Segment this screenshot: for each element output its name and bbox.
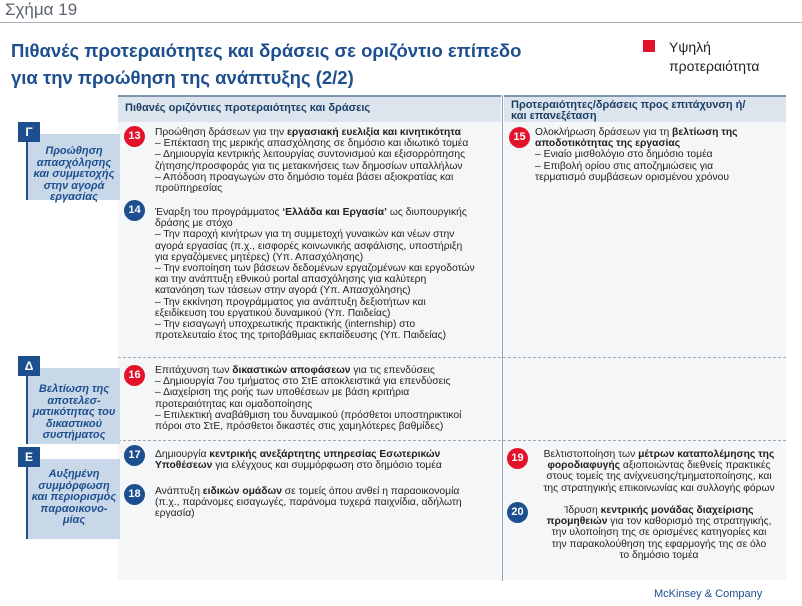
item-bold-text: βελτίωση της — [672, 127, 738, 138]
action-item-13 — [155, 127, 500, 194]
item-line: – Δημιουργία 7ου τμήματος στο ΣτΕ αποκλειστικά για επενδύσεις — [155, 376, 451, 388]
item-line: αγορά εργασίας (π.χ., εισφορές κοινωνικής ασφάλισης, υποστήριξη — [155, 240, 463, 252]
column-header-left-label: Πιθανές οριζόντιες προτεραιότητες και δράσεις — [125, 102, 371, 114]
item-line: – Ενιαίο μισθολόγιο στο δημόσιο τομέα — [535, 149, 713, 161]
category-label-line: και περιορισμός — [31, 491, 117, 503]
action-item-17 — [155, 449, 500, 471]
item-line: προϋπηρεσίας — [155, 183, 223, 195]
category-label — [28, 134, 120, 208]
priority-number-badge: 15 — [509, 127, 530, 148]
item-line: το δημόσιο τομέα — [619, 549, 699, 561]
item-text: σε τομείς όπου ανθεί η παραοικονομία — [281, 486, 460, 497]
item-bold-text: αποδοτικότητας της εργασίας — [535, 138, 681, 150]
item-line: πόροι στο ΣτΕ, πρόσθετοι δικαστές στις χαμηλότερες βαθμίδες) — [155, 421, 444, 433]
category-label — [28, 368, 120, 446]
category-label-line: Αυξημένη — [48, 468, 100, 480]
item-text: Έναρξη του προγράμματος — [155, 207, 283, 218]
category-label-line: Βελτίωση της — [38, 383, 110, 395]
item-text: Επιτάχυνση των — [155, 365, 233, 376]
column-header-right-line-2: και επανεξέταση — [511, 110, 597, 122]
column-header-right-label — [511, 100, 781, 122]
item-bold-text: δικαστικών αποφάσεων — [232, 365, 351, 376]
priority-number-badge: 16 — [124, 365, 145, 386]
item-line: – Την παροχή κινήτρων για τη συμμετοχή γυναικών και νέων στην — [155, 229, 455, 241]
category-label-line: Προώθηση — [45, 145, 103, 157]
figure-label-divider — [0, 22, 802, 23]
item-text: Ολοκλήρωση δράσεων για τη — [535, 127, 673, 138]
category-label-line: δικαστικού — [45, 417, 103, 430]
item-line: – Δημιουργία κεντρικής λειτουργίας συντονισμού και εξισορρόπησης — [155, 149, 466, 161]
category-label-line: παραοικονο- — [40, 502, 108, 515]
item-text: για τον καθορισμό της στρατηγικής, — [607, 516, 772, 528]
item-bold-text: κεντρικής ανεξάρτητης υπηρεσίας Εσωτερικών — [209, 449, 441, 460]
category-label — [28, 459, 120, 531]
item-line: στους τομείς της ανίχνευσης/τμηματοποίησης, και — [546, 471, 772, 483]
item-text: για ελέγχους και συμμόρφωση στο δημόσιο τομέα — [212, 460, 442, 472]
item-text: για τις επενδύσεις — [350, 365, 435, 376]
item-line: – Επέκταση της μερικής απασχόλησης σε δημόσιο και ιδιωτικό τομέα — [155, 138, 469, 150]
item-bold-text: ειδικών ομάδων — [202, 486, 282, 497]
action-item-15 — [535, 127, 783, 183]
category-box — [26, 368, 120, 444]
item-line: της στρατηγικής επικοινωνίας και συλλογής φόρων — [543, 482, 775, 494]
row-divider-1 — [118, 357, 786, 358]
item-text: Ίδρυση — [564, 505, 601, 516]
item-text: Προώθηση δράσεων για την — [155, 127, 288, 138]
item-text: Ανάπτυξη — [155, 486, 203, 497]
priority-number-badge: 17 — [124, 445, 145, 466]
action-item-18 — [155, 486, 500, 520]
item-bold-text: Υποθέσεων — [155, 460, 213, 472]
item-line: την παρακολούθηση της εφαρμογής της σε όλο — [551, 538, 767, 550]
category-label-line: και συμμετοχής — [33, 168, 115, 180]
category-letter-tab: Ε — [18, 447, 40, 467]
priority-number-badge: 18 — [124, 484, 145, 505]
action-item-16 — [155, 365, 500, 432]
item-line: για εργαζόμενες μητέρες) (Υπ. Απασχόλησης) — [155, 251, 364, 263]
category-box — [26, 134, 120, 203]
item-line: εργασία) — [155, 508, 195, 520]
item-text: ως διυπουργικής — [386, 207, 467, 218]
category-letter-tab: Γ — [18, 122, 40, 142]
item-text: Βελτιστοποίηση των — [543, 449, 639, 460]
legend-label-line-2: προτεραιότητα — [669, 58, 760, 74]
item-line: – Απόδοση προαγωγών στο δημόσιο τομέα βάσει αξιοκρατίας και — [155, 171, 454, 183]
action-item-20 — [533, 505, 785, 561]
item-line: δράσης με στόχο — [155, 218, 233, 230]
item-text: αξιοποιώντας διεθνείς πρακτικές — [620, 460, 771, 472]
category-box — [26, 459, 120, 539]
page-title — [11, 37, 611, 91]
item-line: κατανόηση των τάσεων στην αγορά (Υπ. Απασχόλησης) — [155, 285, 411, 297]
column-header-left — [118, 95, 501, 122]
category-label-line: εργασίας — [50, 191, 98, 203]
item-line: προτελευταίο έτος της τριτοβάθμιας εκπαίδευσης (Υπ. Παιδείας) — [155, 330, 447, 342]
title-line-2: για την προώθηση της ανάπτυξης (2/2) — [11, 67, 354, 88]
priority-number-badge: 19 — [507, 448, 528, 469]
item-bold-text: εργασιακή ευελιξία και κινητικότητα — [287, 127, 461, 138]
action-item-14 — [155, 207, 500, 341]
item-line: – Την ενοποίηση των βάσεων δεδομένων εργαζομένων και εργοδοτών — [155, 263, 475, 275]
item-line: – Επιβολή ορίου στις αποζημιώσεις για — [535, 160, 714, 172]
category-label-line: ματικότητας του — [32, 406, 116, 418]
item-line: τερματισμό συμβάσεων ορισμένου χρόνου — [535, 171, 730, 183]
item-line: – Την εκκίνηση προγράμματος για ανάπτυξη δεξιοτήτων και — [155, 296, 426, 308]
category-label-line: συμμόρφωση — [38, 479, 110, 492]
title-line-1: Πιθανές προτεραιότητες και δράσεις σε οριζόντιο επίπεδο — [11, 40, 522, 61]
category-label-line: μίας — [62, 514, 86, 526]
item-line: – Την εισαγωγή υποχρεωτικής πρακτικής (internship) στο — [155, 319, 416, 331]
item-line: εξειδίκευση του εργατικού δυναμικού (Υπ. Παιδείας) — [155, 307, 391, 319]
category-label-line: αποτελεσ- — [47, 394, 101, 407]
item-bold-text: φοροδιαφυγής — [547, 460, 620, 472]
action-item-19 — [533, 449, 785, 494]
column-divider — [502, 95, 503, 581]
column-header-right — [504, 95, 786, 122]
item-line: – Επιλεκτική αναβάθμιση του δυναμικού (πρόσθετοι υποστηρικτικοί — [155, 409, 462, 421]
item-bold-text: μέτρων καταπολέμησης της — [638, 449, 775, 460]
item-line: – Διαχείριση της ροής των υποθέσεων με βάση κριτήρια — [155, 387, 410, 399]
item-line: ζήτησης/προσφοράς για τις μετακινήσεις των δημοσίων υπαλλήλων — [155, 160, 463, 172]
legend-label-line-1: Υψηλή — [669, 39, 711, 55]
item-line: και την ανάπτυξη εθνικού portal απασχόλησης για καλύτερη — [155, 274, 427, 286]
item-bold-text: ‘Ελλάδα και Εργασία’ — [282, 207, 387, 218]
item-bold-text: κεντρικής μονάδας διαχείρισης — [600, 505, 754, 516]
category-label-line: συστήματος — [42, 429, 106, 441]
figure-label: Σχήμα 19 — [5, 0, 78, 19]
item-line: την υλοποίηση της σε ορισμένες κατηγορίες και — [551, 527, 767, 539]
category-label-line: στην αγορά — [43, 179, 105, 192]
priority-number-badge: 13 — [124, 126, 145, 147]
item-line: (π.χ., παράνομες εισαγωγές, παράνομα τυχερά παιχνίδια, αδήλωτη — [155, 497, 462, 509]
category-letter-tab: Δ — [18, 356, 40, 376]
item-line: προτεραιότητας και ομαδοποίησης — [155, 398, 313, 410]
priority-number-badge: 20 — [507, 502, 528, 523]
item-text: Δημιουργία — [155, 449, 210, 460]
legend-red-square-icon — [643, 40, 655, 52]
column-header-right-line-1: Προτεραιότητες/δράσεις προς επιτάχυνση ή/ — [511, 99, 746, 111]
item-bold-text: προμηθειών — [546, 516, 608, 528]
category-label-line: απασχόλησης — [36, 156, 112, 169]
company-logo-text: McKinsey & Company — [654, 588, 763, 600]
legend-label — [669, 38, 799, 76]
row-divider-2 — [118, 440, 786, 441]
priority-number-badge: 14 — [124, 200, 145, 221]
